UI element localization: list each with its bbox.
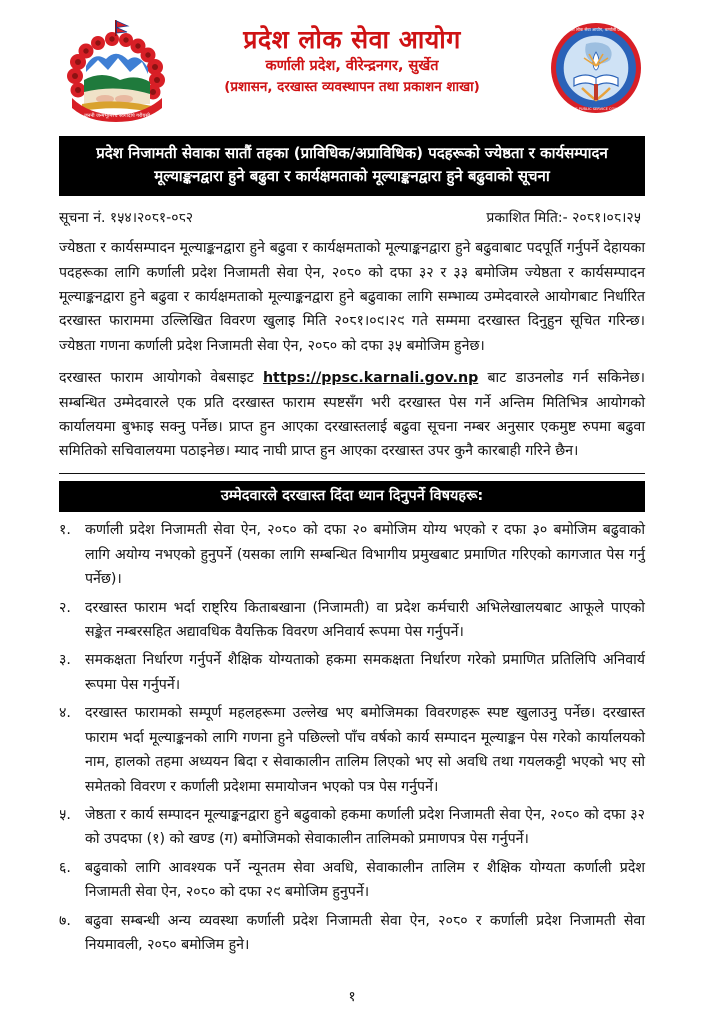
paragraph-2-after-link: बाट डाउनलोड गर्न सकिनेछ। सम्बन्धित उम्मेदवारले एक प्रति दरखास्त फाराम स्पष्टसँग भरी दरखास्त पेस गर्ने अन्तिम मितिभित्र आयोगको कार्यालयमा बुझाइ सक्नु पर्नेछ। प्राप्त हुन आएका दरखास्तलाई बढुवा सूचना नम्बर अनुसार एकमुष्ट रुपमा बढुवा समितिको सचिवालयमा पठाइनेछ। म्याद नाघी प्राप्त हुन आएका दरखास्त उपर कुनै कारबाही गरिने छैन। [59, 370, 646, 460]
notice-meta-row [59, 209, 645, 229]
instructions-heading-label: उम्मेदवारले दरखास्त दिंदा ध्यान दिनुपर्ने विषयहरू: [220, 487, 484, 504]
section-divider [59, 473, 645, 474]
list-item-number: १. [59, 522, 71, 539]
document-header [0, 0, 704, 118]
notice-number: सूचना नं. १५४।२०८१-०८२ [59, 209, 194, 226]
list-item [59, 803, 645, 852]
list-item-text: बढुवा सम्बन्धी अन्य व्यवस्था कर्णाली प्रदेश निजामती सेवा ऐन, २०८० र कर्णाली प्रदेश निजामती सेवा नियमावली, २०८० बमोजिम हुने। [85, 912, 645, 954]
ppsc-website-link[interactable]: https://ppsc.karnali.gov.np [262, 370, 479, 387]
list-item-text: दरखास्त फाराम भर्दा राष्ट्रिय किताबखाना (निजामती) वा प्रदेश कर्मचारी अभिलेखालयबाट आफूले पाएको सङ्केत नम्बरसहित अद्यावधिक वैयक्तिक विवरण अनिवार्य रूपमा पेस गर्नुपर्ने। [85, 599, 645, 641]
svg-text:PROVINCE PUBLIC SERVICE COMMIS: PROVINCE PUBLIC SERVICE COMMISSION [559, 107, 633, 111]
paragraph-2-before-link: दरखास्त फाराम आयोगको वेबसाइट [59, 370, 263, 387]
list-item-number: ४. [59, 705, 71, 722]
list-item [59, 518, 645, 591]
list-item [59, 648, 645, 697]
instructions-list [59, 518, 645, 957]
nepal-government-emblem [58, 18, 176, 122]
page-footer [0, 987, 704, 1006]
list-item [59, 701, 645, 799]
organization-address: कर्णाली प्रदेश, वीरेन्द्रनगर, सुर्खेत [265, 58, 439, 75]
svg-text:जननी जन्मभूमिश्च स्वर्गादपि गर: जननी जन्मभूमिश्च स्वर्गादपि गरीयसी [83, 113, 151, 119]
page-number: १ [348, 989, 356, 1005]
notice-title-banner [59, 136, 645, 196]
organization-title: प्रदेश लोक सेवा आयोग [243, 25, 461, 54]
list-item [59, 909, 645, 958]
paragraph-2 [59, 366, 645, 464]
list-item-text: दरखास्त फारामको सम्पूर्ण महलहरूमा उल्लेख भए बमोजिमका विवरणहरू स्पष्ट खुलाउनु पर्नेछ। दरखास्त फाराम भर्दा मूल्याङ्कनको लागि गणना हुने पछिल्लो पाँच वर्षको कार्य सम्पादन मूल्याङ्कन पेस गरेको कार्यालयको नाम, हालको तहमा अध्ययन बिदा र सेवाकालीन तालिम लिएको भए सो अवधि तथा गयलकट्टी भएको भए सो समेतको विवरण र कर्णाली प्रदेशमा समायोजन भएको पत्र पेस गर्नुपर्ने। [85, 705, 645, 795]
list-item-number: ५. [59, 807, 71, 823]
notice-title-line-1: प्रदेश निजामती सेवाका सातौं तहका (प्राविधिक/अप्राविधिक) पदहरूको ज्येष्ठता र कार्यसम्पादन [96, 144, 608, 162]
list-item-number: ६. [59, 859, 71, 876]
list-item-number: २. [59, 599, 71, 616]
notice-body [59, 236, 645, 464]
organization-branch: (प्रशासन, दरखास्त व्यवस्थापन तथा प्रकाशन शाखा) [224, 79, 480, 96]
list-item-text: समकक्षता निर्धारण गर्नुपर्ने शैक्षिक योग्यताको हकमा समकक्षता निर्धारण गरेको प्रमाणित प्रतिलिपि अनिवार्य रूपमा पेस गर्नुपर्ने। [85, 652, 645, 693]
list-item [59, 856, 645, 905]
notice-title-line-2: मूल्याङ्कनद्वारा हुने बढुवा र कार्यक्षमताको मूल्याङ्कनद्वारा हुने बढुवाको सूचना [154, 167, 550, 186]
instructions-heading-banner [59, 481, 645, 512]
list-item-text: बढुवाको लागि आवश्यक पर्ने न्यूनतम सेवा अवधि, सेवाकालीन तालिम र शैक्षिक योग्यता कर्णाली प्रदेश निजामती सेवा ऐन, २०८० को दफा २९ बमोजिम हुनुपर्ने। [85, 859, 645, 901]
ppsc-karnali-seal [550, 22, 642, 114]
list-item-text: कर्णाली प्रदेश निजामती सेवा ऐन, २०८० को दफा २० बमोजिम योग्य भएको र दफा ३० बमोजिम बढुवाको लागि अयोग्य नभएको हुनुपर्ने (यसका लागि सम्बन्धित विभागीय प्रमुखबाट प्रमाणित गरिएको कागजात पेस गर्नु पर्नेछ)। [85, 522, 645, 588]
list-item-text: जेष्ठता र कार्य सम्पादन मूल्याङ्कनद्वारा हुने बढुवाको हकमा कर्णाली प्रदेश निजामती सेवा ऐन, २०८० को दफा ३२ को उपदफा (१) को खण्ड (ग) बमोजिमको सेवाकालीन तालिमको प्रमाणपत्र पेस गर्नुपर्ने। [85, 807, 645, 848]
published-date: प्रकाशित मिति:- २०८१।०८।२५ [486, 209, 641, 226]
svg-text:प्रदेश लोक सेवा आयोग, कर्णाली: प्रदेश लोक सेवा आयोग, कर्णाली प्रदेश [567, 27, 625, 32]
list-item [59, 596, 645, 645]
paragraph-1: ज्येष्ठता र कार्यसम्पादन मूल्याङ्कनद्वारा हुने बढुवा र कार्यक्षमताको मूल्याङ्कनद्वारा हुने बढुवाबाट पदपूर्ति गर्नुपर्ने देहायका पदहरूका लागि कर्णाली प्रदेश निजामती सेवा ऐन, २०८० को दफा ३२ र ३३ बमोजिम ज्येष्ठता र कार्यसम्पादन मूल्याङ्कनद्वारा हुने बढुवा र कार्यक्षमताको मूल्याङ्कनद्वारा हुने बढुवाका लागि सम्भाव्य उम्मेदवारले आयोगबाट निर्धारित दरखास्त फाराममा उल्लिखित विवरण खुलाइ मिति २०८१।०९।२९ गते सम्ममा दरखास्त दिनुहुन सूचित गरिन्छ। ज्येष्ठता गणना कर्णाली प्रदेश निजामती सेवा ऐन, २०८० को दफा ३५ बमोजिम हुनेछ। [59, 240, 645, 354]
list-item-number: ३. [59, 652, 71, 669]
list-item-number: ७. [59, 912, 71, 929]
